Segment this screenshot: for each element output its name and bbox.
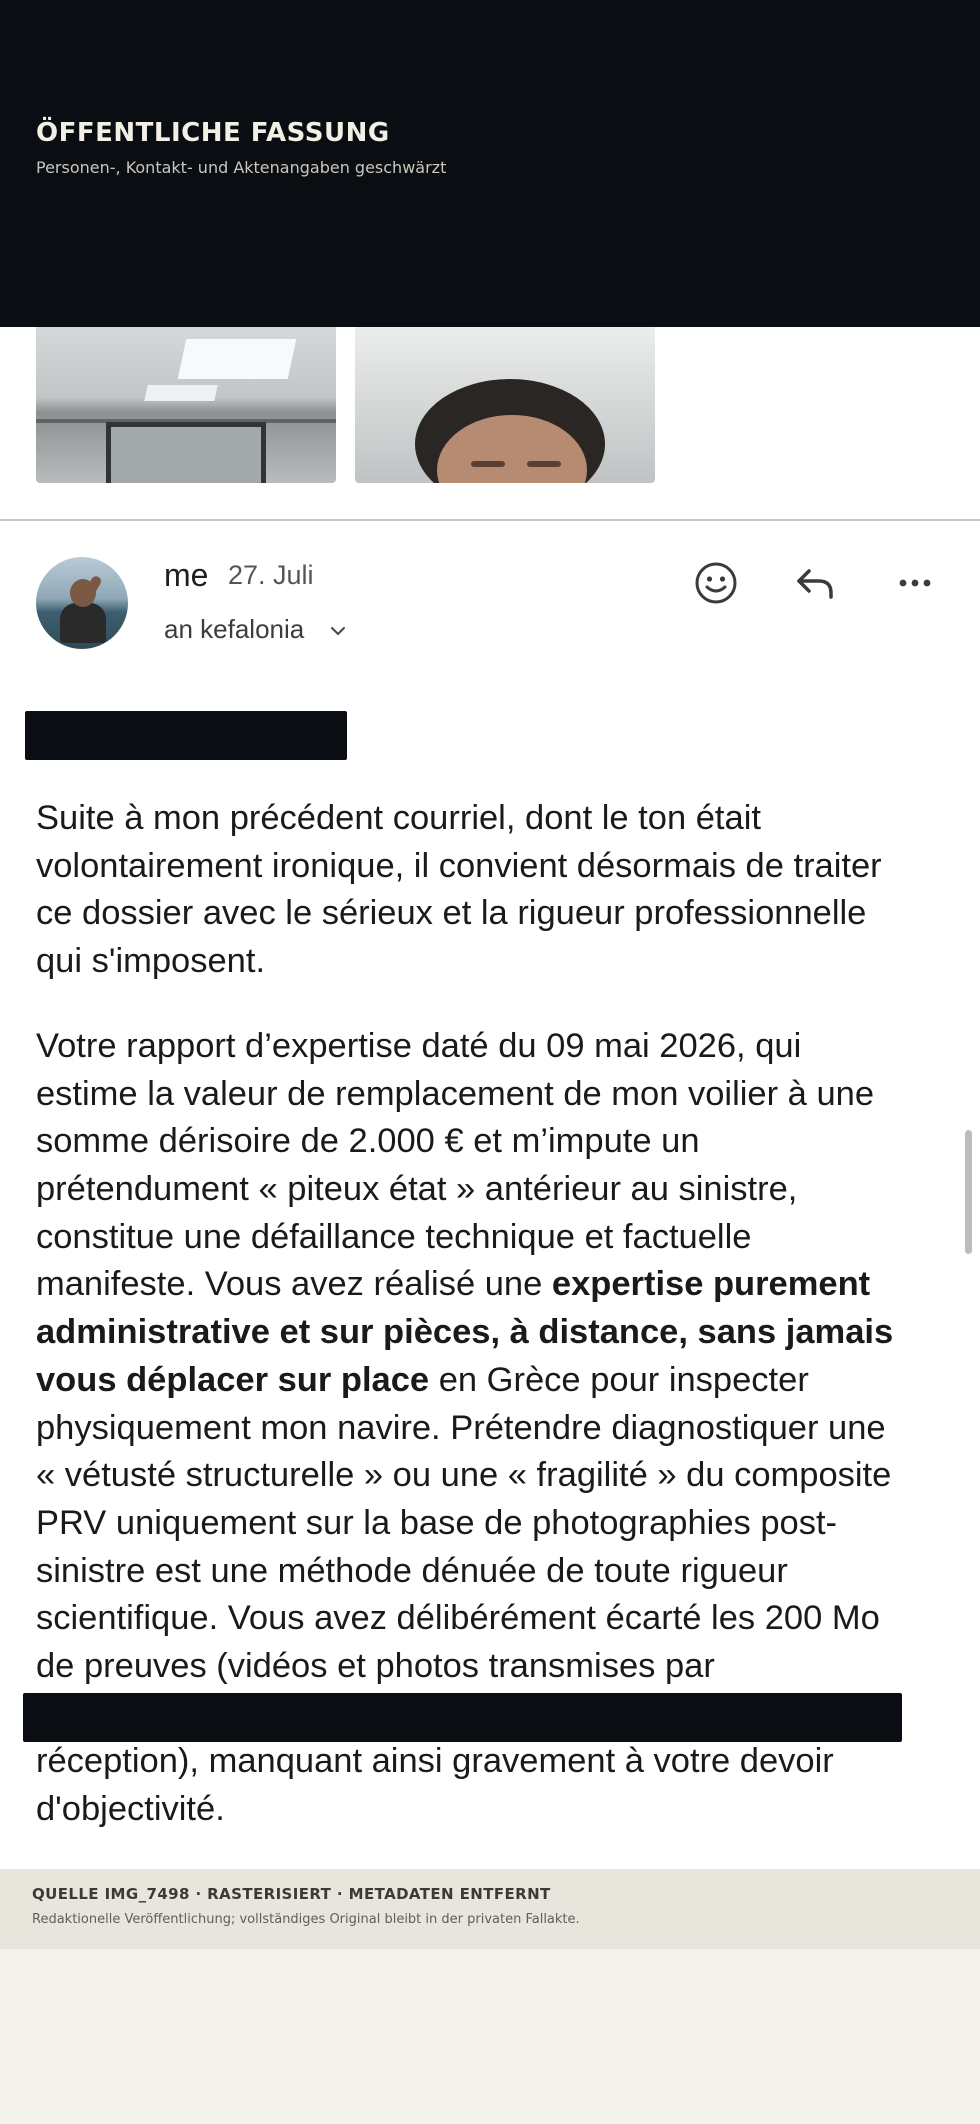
text-line: Votre rapport d’expertise daté du 09 mai 2026, qui [36,1027,802,1065]
text-line: de preuves (vidéos et photos transmises par [36,1646,715,1685]
eye-shape [527,461,561,467]
text-line: PRV uniquement sur la base de photographies post- [36,1503,838,1542]
text-segment: en Grèce pour inspecter [429,1360,809,1399]
text-line: sinistre est une méthode dénuée de toute rigueur [36,1551,788,1590]
attachment-thumbnail-face[interactable] [355,327,655,483]
bold-text-segment: vous déplacer sur place [36,1360,430,1399]
text-segment: manifeste. Vous avez réalisé une [36,1265,552,1304]
avatar-body [60,603,106,643]
redaction-block [25,711,347,760]
publication-footer [0,1869,980,1949]
bold-text-segment: expertise purement [551,1265,871,1304]
text-line: physiquement mon navire. Prétendre diagnostiquer une [36,1408,886,1447]
text-line: volontairement ironique, il convient désormais de traiter [36,846,882,885]
more-icon[interactable] [891,559,939,607]
recipient-label[interactable]: an kefalonia [164,614,305,644]
footer-source: QUELLE IMG_7498 · RASTERISIERT · METADATEN ENTFERNT [32,1885,551,1903]
footer-note: Redaktionelle Veröffentlichung; vollständiges Original bleibt in der privaten Fallakte. [32,1912,580,1927]
sender-avatar[interactable] [36,557,128,649]
ceiling-light [144,385,217,401]
chevron-down-icon[interactable] [328,621,348,641]
eye-shape [471,461,505,467]
text-line: estime la valeur de remplacement de mon voilier à une [36,1074,875,1113]
message-divider [0,519,980,521]
email-paragraph-1 [36,795,956,986]
text-line: réception), manquant ainsi gravement à votre devoir [36,1742,834,1781]
text-line: Suite à mon précédent courriel, dont le ton était [36,799,761,837]
banner-subtitle: Personen-, Kontakt- und Aktenangaben geschwärzt [36,158,447,177]
text-line: constitue une défaillance technique et factuelle [36,1217,752,1256]
sender-name[interactable]: me [164,557,209,593]
email-view [0,327,980,1869]
reply-icon[interactable] [791,559,839,607]
message-date: 27. Juli [228,560,314,590]
text-line: scientifique. Vous avez délibérément écarté les 200 Mo [36,1599,880,1638]
text-line: qui s'imposent. [36,942,266,981]
redaction-banner [0,0,980,327]
bold-text-segment: administrative et sur pièces, à distance, sans jamais [36,1313,894,1352]
attachment-thumbnail-office[interactable] [36,327,336,483]
emoji-icon[interactable] [692,559,740,607]
ceiling-light [178,339,297,379]
text-line: prétendument « piteux état » antérieur au sinistre, [36,1170,798,1209]
text-line [36,1261,956,1309]
text-line: d'objectivité. [36,1790,225,1828]
text-line [36,1309,956,1357]
text-line: ce dossier avec le sérieux et la rigueur professionnelle [36,894,867,933]
redaction-block [23,1693,902,1742]
text-line [36,1357,956,1405]
text-line: « vétusté structurelle » ou une « fragilité » du composite [36,1456,892,1495]
scrollbar-thumb[interactable] [965,1130,972,1254]
text-line: somme dérisoire de 2.000 € et m’impute un [36,1122,700,1161]
banner-title: ÖFFENTLICHE FASSUNG [36,118,390,148]
glass-door [106,422,266,483]
